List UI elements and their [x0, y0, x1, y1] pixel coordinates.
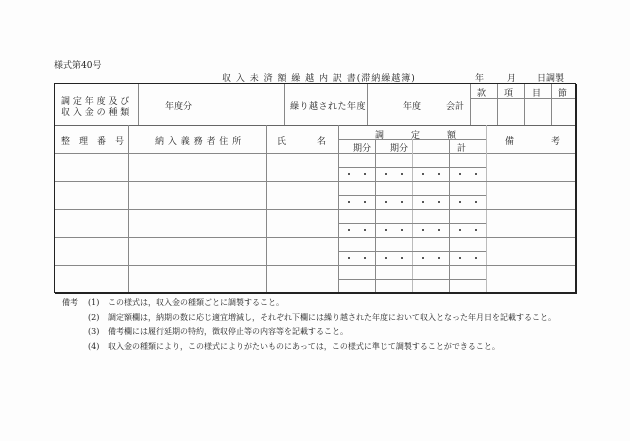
carried-year-label: 繰り越された年度: [290, 102, 367, 112]
carryover-table: [54, 83, 576, 293]
row-3-name[interactable]: [266, 209, 338, 237]
total-header: 計: [457, 144, 467, 154]
row-1-address[interactable]: [128, 153, 266, 181]
remarks-header-2: 考: [551, 137, 561, 147]
name-header-2: 名: [317, 137, 327, 147]
row-3-reference-no[interactable]: [55, 209, 128, 237]
note-item: 備考 (1) この様式は，収入金の種類ごとに調製すること。: [62, 296, 556, 311]
row-4-name[interactable]: [266, 237, 338, 265]
row-4-remarks[interactable]: [486, 237, 575, 265]
row-2-remarks[interactable]: [486, 181, 575, 209]
assessed-amount-header: 調 定 額: [375, 131, 457, 141]
row-2-reference-no[interactable]: [55, 181, 128, 209]
fiscal-year-type-label-1: 調 定 年 度 及 び: [61, 97, 130, 107]
form-number: 様式第40号: [54, 61, 102, 71]
notes-section: [62, 296, 556, 354]
budget-header-setsu: 節: [558, 89, 568, 99]
address-header: 納 入 義 務 者 住 所: [155, 137, 242, 147]
budget-header-kan: 款: [477, 89, 487, 99]
fiscal-year-suffix: 年度分: [165, 102, 193, 112]
note-item: (2) 調定額欄は，納期の数に応じ適宜増減し，それぞれ下欄には繰り越された年度において収入となった年月日を記載すること。: [88, 312, 556, 322]
budget-header-kou: 項: [504, 89, 514, 99]
row-3-remarks[interactable]: [486, 209, 575, 237]
note-item: (4) 収入金の種類により，この様式によりがたいものにあっては，この様式に準じて調製することができること。: [88, 341, 500, 351]
note-item: (3) 備考欄には履行延期の特約，徴収停止等の内容等を記載すること。: [88, 327, 348, 337]
budget-header-moku: 目: [532, 89, 542, 99]
reference-no-header: 整 理 番 号: [61, 137, 125, 147]
row-1-reference-no[interactable]: [55, 153, 128, 181]
period-2-header: 期分: [390, 144, 409, 154]
carried-account-suffix: 会計: [446, 102, 465, 112]
form-title: 収 入 未 済 額 繰 越 内 訳 書(滞納繰越簿): [222, 74, 416, 84]
row-3-address[interactable]: [128, 209, 266, 237]
period-1-header: 期分: [353, 144, 372, 154]
date-month: 月: [507, 74, 517, 84]
row-5-name[interactable]: [266, 265, 338, 292]
date-year: 年: [475, 74, 485, 84]
fiscal-year-type-label-2: 収 入 金 の 種 類: [61, 108, 130, 118]
carried-year-suffix: 年度: [403, 102, 422, 112]
row-1-name[interactable]: [266, 153, 338, 181]
notes-label: 備考: [62, 298, 78, 307]
row-4-address[interactable]: [128, 237, 266, 265]
row-5-reference-no[interactable]: [55, 265, 128, 292]
remarks-header-1: 備: [505, 137, 515, 147]
date-day: 日調製: [537, 74, 565, 84]
row-2-name[interactable]: [266, 181, 338, 209]
row-4-reference-no[interactable]: [55, 237, 128, 265]
name-header-1: 氏: [277, 137, 287, 147]
row-1-remarks[interactable]: [486, 153, 575, 181]
row-5-remarks[interactable]: [486, 265, 575, 292]
row-2-address[interactable]: [128, 181, 266, 209]
row-5-address[interactable]: [128, 265, 266, 292]
